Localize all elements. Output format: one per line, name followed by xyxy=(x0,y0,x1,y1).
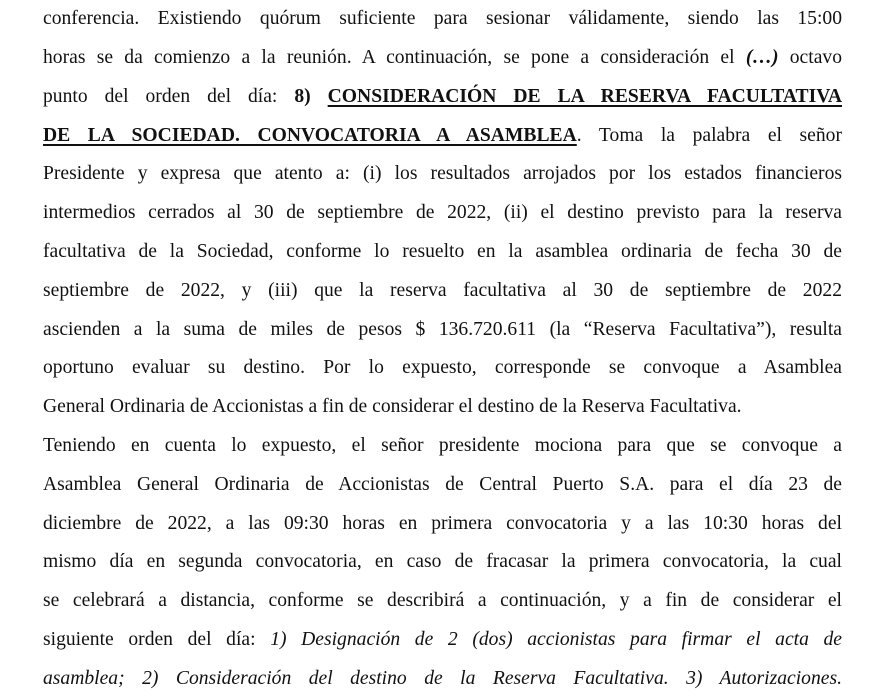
text-line-2 xyxy=(43,44,842,72)
text-line-3 xyxy=(43,83,842,111)
text-line-1 xyxy=(43,5,842,33)
agenda-list: asamblea; 2) Consideración del destino de la Reserva Facultativa. 3) Autorizaciones. xyxy=(43,668,842,689)
text-run: intermedios cerrados al 30 de septiembre de 2022, (ii) el destino previsto para la reserva xyxy=(43,202,842,223)
text-run: mismo día en segunda convocatoria, en caso de fracasar la primera convocatoria, la cual xyxy=(43,551,842,572)
text-run: facultativa de la Sociedad, conforme lo resuelto en la asamblea ordinaria de fecha 30 de xyxy=(43,241,842,262)
text-run: ascienden a la suma de miles de pesos $ 136.720.611 (la “Reserva Facultativa”), resulta xyxy=(43,319,842,340)
text-line-10 xyxy=(43,354,842,382)
text-run: octavo xyxy=(778,47,842,68)
text-line-8 xyxy=(43,277,842,305)
text-line-7 xyxy=(43,238,842,266)
text-line-16 xyxy=(43,587,842,615)
text-line-6 xyxy=(43,199,842,227)
text-run: Asamblea General Ordinaria de Accionistas de Central Puerto S.A. para el día 23 de xyxy=(43,474,842,495)
text-line-4 xyxy=(43,122,842,150)
text-run: siguiente orden del día: xyxy=(43,629,271,650)
agenda-list: 1) Designación de 2 (dos) accionistas para firmar el acta de xyxy=(270,629,843,650)
text-line-12 xyxy=(43,432,842,460)
text-line-14 xyxy=(43,510,842,538)
agenda-item-heading: CONSIDERACIÓN DE LA RESERVA FACULTATIVA xyxy=(327,86,842,107)
text-line-11 xyxy=(43,393,842,421)
ellipsis-marker: (…) xyxy=(745,47,779,68)
text-run: oportuno evaluar su destino. Por lo expuesto, corresponde se convoque a Asamblea xyxy=(43,357,842,378)
text-run: . Toma la palabra el señor xyxy=(576,125,842,146)
text-run: diciembre de 2022, a las 09:30 horas en primera convocatoria y a las 10:30 horas del xyxy=(43,513,842,534)
text-line-13 xyxy=(43,471,842,499)
text-line-15 xyxy=(43,548,842,576)
text-run: septiembre de 2022, y (iii) que la reserva facultativa al 30 de septiembre de 2022 xyxy=(43,280,842,301)
text-line-9 xyxy=(43,316,842,344)
text-run: Presidente y expresa que atento a: (i) los resultados arrojados por los estados financieros xyxy=(43,163,842,184)
text-line-5 xyxy=(43,160,842,188)
text-line-18 xyxy=(43,665,842,693)
agenda-item-number: 8) xyxy=(294,86,328,107)
text-run: Teniendo en cuenta lo expuesto, el señor presidente mociona para que se convoque a xyxy=(43,435,842,456)
agenda-item-heading: DE LA SOCIEDAD. CONVOCATORIA A ASAMBLEA xyxy=(43,125,577,146)
text-run: General Ordinaria de Accionistas a fin de considerar el destino de la Reserva Facultativa. xyxy=(43,396,742,417)
text-run: horas se da comienzo a la reunión. A continuación, se pone a consideración el xyxy=(43,47,746,68)
text-run: conferencia. Existiendo quórum suficiente para sesionar válidamente, siendo las 15:00 xyxy=(43,8,842,29)
text-run: se celebrará a distancia, conforme se describirá a continuación, y a fin de considerar el xyxy=(43,590,842,611)
text-run: punto del orden del día: xyxy=(43,86,295,107)
text-line-17 xyxy=(43,626,842,654)
